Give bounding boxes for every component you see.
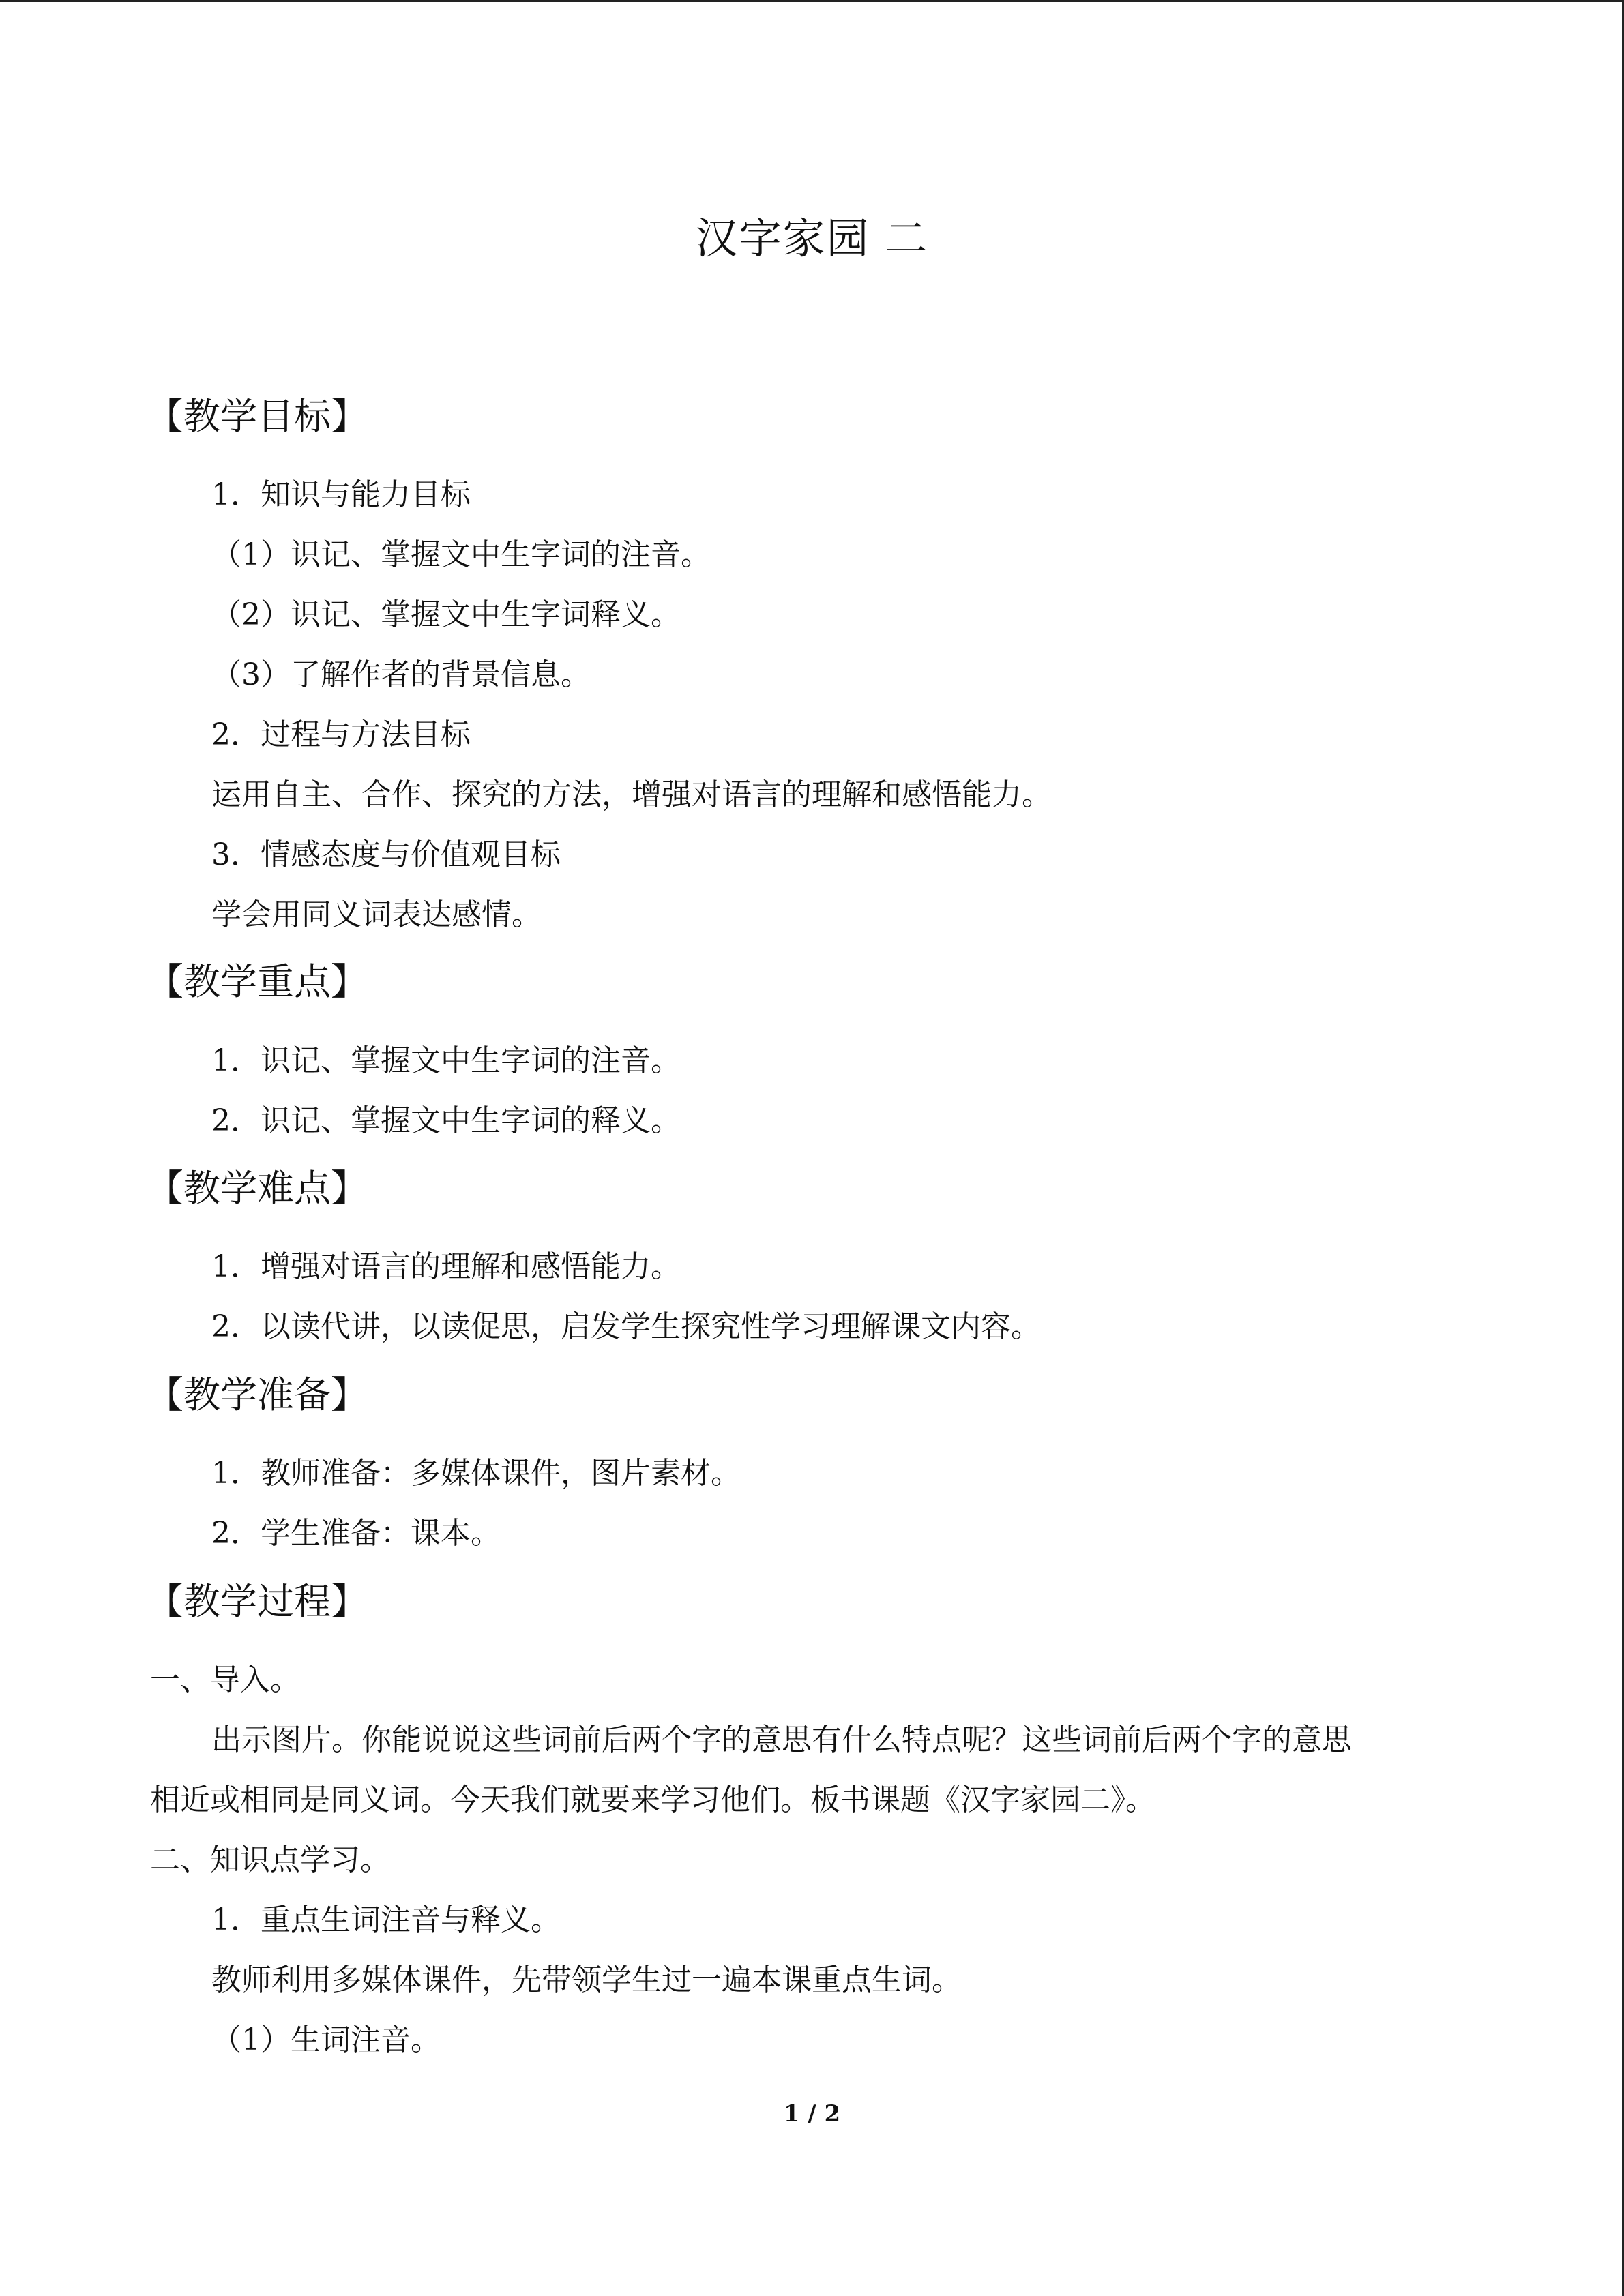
process-line-7: （1）生词注音。 [211, 2023, 441, 2057]
document-title: 汉字家园 二 [695, 213, 929, 263]
heading-difficulties: 【教学难点】 [147, 1167, 368, 1210]
preparation-line-1: 1．教师准备：多媒体课件，图片素材。 [211, 1456, 741, 1491]
key-point-line-1: 1．识记、掌握文中生字词的注音。 [211, 1043, 681, 1078]
goal-line-7: 3．情感态度与价值观目标 [211, 837, 561, 872]
preparation-line-2: 2．学生准备：课本。 [211, 1516, 501, 1551]
heading-process: 【教学过程】 [147, 1580, 368, 1623]
goal-line-4: （3）了解作者的背景信息。 [211, 657, 591, 692]
page-border-top [0, 0, 1624, 2]
difficulty-line-1: 1．增强对语言的理解和感悟能力。 [211, 1249, 681, 1284]
key-point-line-2: 2．识记、掌握文中生字词的释义。 [211, 1103, 681, 1138]
process-line-1: 一、导入。 [150, 1663, 300, 1697]
goal-line-3: （2）识记、掌握文中生字词释义。 [211, 597, 681, 632]
process-line-4: 二、知识点学习。 [150, 1843, 390, 1877]
goal-line-2: （1）识记、掌握文中生字词的注音。 [211, 537, 711, 572]
process-line-6: 教师利用多媒体课件，先带领学生过一遍本课重点生词。 [211, 1963, 962, 1997]
process-line-2: 出示图片。你能说说这些词前后两个字的意思有什么特点呢？这些词前后两个字的意思 [211, 1723, 1352, 1757]
goal-line-6: 运用自主、合作、探究的方法，增强对语言的理解和感悟能力。 [211, 777, 1052, 812]
heading-key-points: 【教学重点】 [147, 960, 368, 1003]
goal-line-5: 2．过程与方法目标 [211, 717, 471, 752]
difficulty-line-2: 2．以读代讲，以读促思，启发学生探究性学习理解课文内容。 [211, 1309, 1041, 1344]
heading-preparation: 【教学准备】 [147, 1373, 368, 1416]
process-line-3: 相近或相同是同义词。今天我们就要来学习他们。板书课题《汉字家园二》。 [150, 1783, 1155, 1817]
page-number: 1 / 2 [783, 2100, 841, 2128]
goal-line-1: 1．知识与能力目标 [211, 477, 471, 512]
process-line-5: 1．重点生词注音与释义。 [211, 1903, 561, 1937]
heading-teaching-goals: 【教学目标】 [147, 395, 368, 438]
goal-line-8: 学会用同义词表达感情。 [211, 897, 542, 932]
